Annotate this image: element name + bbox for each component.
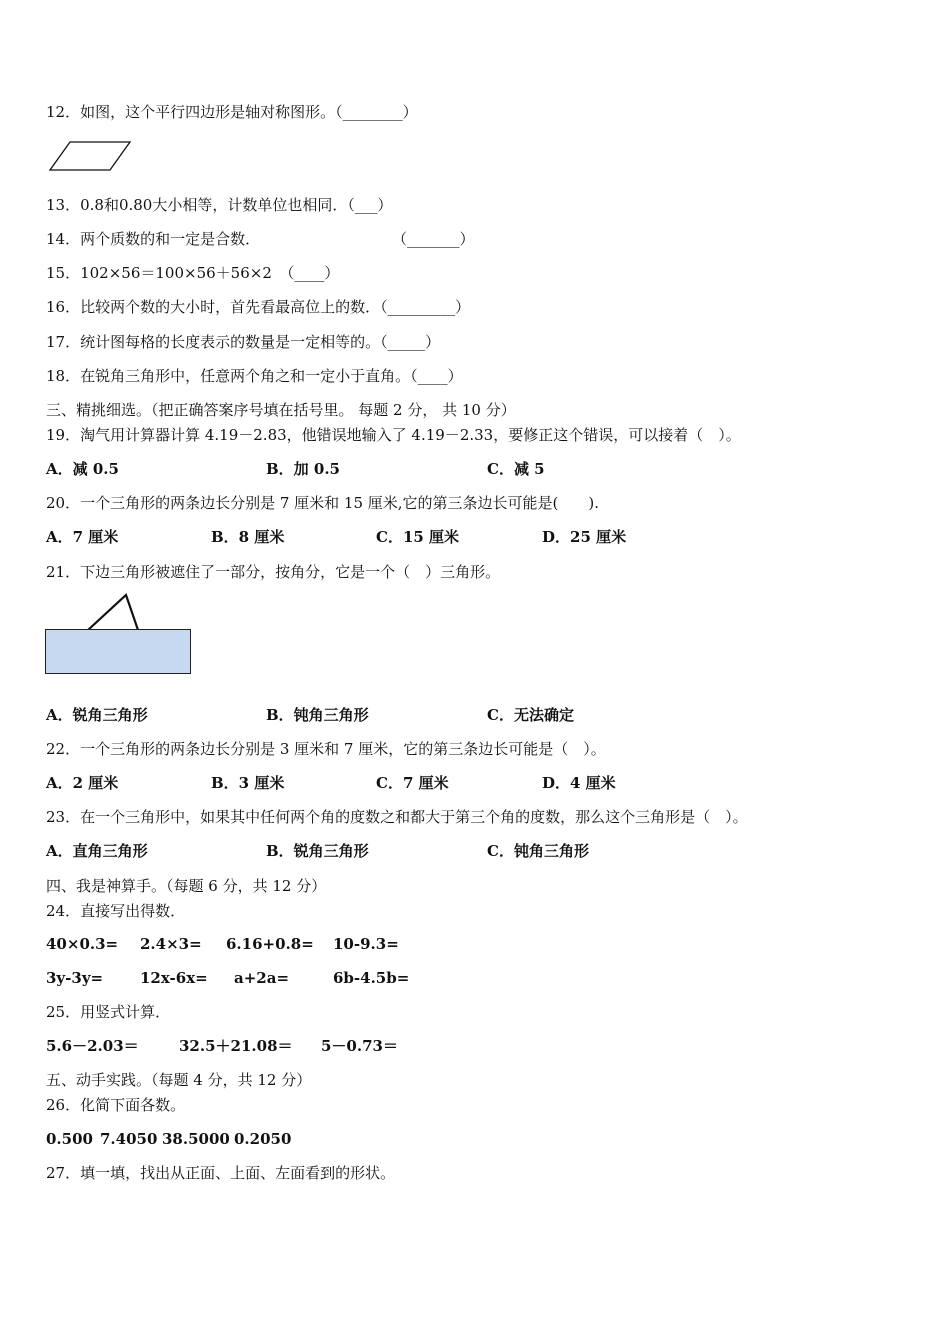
question-25: 25．用竖式计算． — [46, 1003, 171, 1021]
q22-option-a: A．2 厘米 — [46, 774, 119, 792]
q25-item: 32.5＋21.08＝ — [179, 1037, 293, 1055]
question-16: 16．比较两个数的大小时，首先看最高位上的数．（_________） — [46, 298, 471, 316]
parallelogram-shape — [50, 142, 130, 170]
q21-option-b: B．钝角三角形 — [266, 706, 369, 724]
question-14: 14．两个质数的和一定是合数． — [46, 230, 261, 248]
question-20: 20．一个三角形的两条边长分别是 7 厘米和 15 厘米,它的第三条边长可能是( ). — [46, 494, 600, 512]
q24-item: 40×0.3= — [46, 935, 119, 953]
q23-option-c: C．钝角三角形 — [487, 842, 589, 860]
question-19: 19．淘气用计算器计算 4.19－2.83，他错误地输入了 4.19－2.33，要修正这个错误，可以接着（ ）。 — [46, 426, 741, 444]
q25-item: 5.6－2.03＝ — [46, 1037, 139, 1055]
q26-item: 0.500 — [46, 1130, 93, 1148]
q20-option-a: A．7 厘米 — [46, 528, 119, 546]
question-13: 13．0.8和0.80大小相等，计数单位也相同．（___） — [46, 196, 393, 214]
q21-option-c: C．无法确定 — [487, 706, 574, 724]
question-24: 24．直接写出得数． — [46, 902, 186, 920]
q20-option-d: D．25 厘米 — [542, 528, 627, 546]
question-22: 22．一个三角形的两条边长分别是 3 厘米和 7 厘米，它的第三条边长可能是（ ）。 — [46, 740, 606, 758]
question-18: 18．在锐角三角形中，任意两个角之和一定小于直角。（____） — [46, 367, 463, 385]
q26-item: 0.2050 — [234, 1130, 292, 1148]
section-3-title: 三、精挑细选。（把正确答案序号填在括号里。 每题 2 分， 共 10 分） — [46, 401, 516, 419]
q19-option-c: C．减 5 — [487, 460, 545, 478]
q26-item: 7.4050 — [100, 1130, 158, 1148]
parallelogram-figure — [46, 138, 136, 174]
question-15: 15．102×56＝100×56＋56×2 （____） — [46, 264, 340, 282]
question-12: 12．如图，这个平行四边形是轴对称图形。（________） — [46, 103, 418, 121]
q25-item: 5－0.73＝ — [321, 1037, 398, 1055]
q24-item: 12x-6x= — [140, 969, 208, 987]
question-27: 27．填一填，找出从正面、上面、左面看到的形状。 — [46, 1164, 396, 1182]
q22-option-c: C．7 厘米 — [376, 774, 449, 792]
q24-item: a+2a= — [234, 969, 290, 987]
q21-option-a: A．锐角三角形 — [46, 706, 148, 724]
q24-item: 6.16+0.8= — [226, 935, 314, 953]
q19-option-b: B．加 0.5 — [266, 460, 340, 478]
q20-option-c: C．15 厘米 — [376, 528, 460, 546]
question-21: 21．下边三角形被遮住了一部分，按角分，它是一个（ ）三角形。 — [46, 563, 501, 581]
q23-option-a: A．直角三角形 — [46, 842, 148, 860]
cover-rectangle — [46, 630, 191, 674]
q19-option-a: A．减 0.5 — [46, 460, 119, 478]
question-23: 23．在一个三角形中，如果其中任何两个角的度数之和都大于第三个角的度数，那么这个三角形是（ ）。 — [46, 808, 748, 826]
covered-triangle-figure — [44, 590, 194, 678]
question-17: 17．统计图每格的长度表示的数量是一定相等的。（_____） — [46, 333, 441, 351]
section-5-title: 五、动手实践。（每题 4 分，共 12 分） — [46, 1071, 312, 1089]
q22-option-b: B．3 厘米 — [211, 774, 285, 792]
question-14-blank: （_______） — [392, 230, 475, 248]
q24-item: 10-9.3= — [333, 935, 399, 953]
q20-option-b: B．8 厘米 — [211, 528, 285, 546]
q24-item: 6b-4.5b= — [333, 969, 410, 987]
q26-item: 38.5000 — [162, 1130, 230, 1148]
q24-item: 2.4×3= — [140, 935, 202, 953]
section-4-title: 四、我是神算手。（每题 6 分，共 12 分） — [46, 877, 327, 895]
q24-item: 3y-3y= — [46, 969, 104, 987]
q22-option-d: D．4 厘米 — [542, 774, 616, 792]
q23-option-b: B．锐角三角形 — [266, 842, 369, 860]
question-26: 26．化简下面各数。 — [46, 1096, 186, 1114]
triangle-visible-edges — [88, 595, 138, 630]
